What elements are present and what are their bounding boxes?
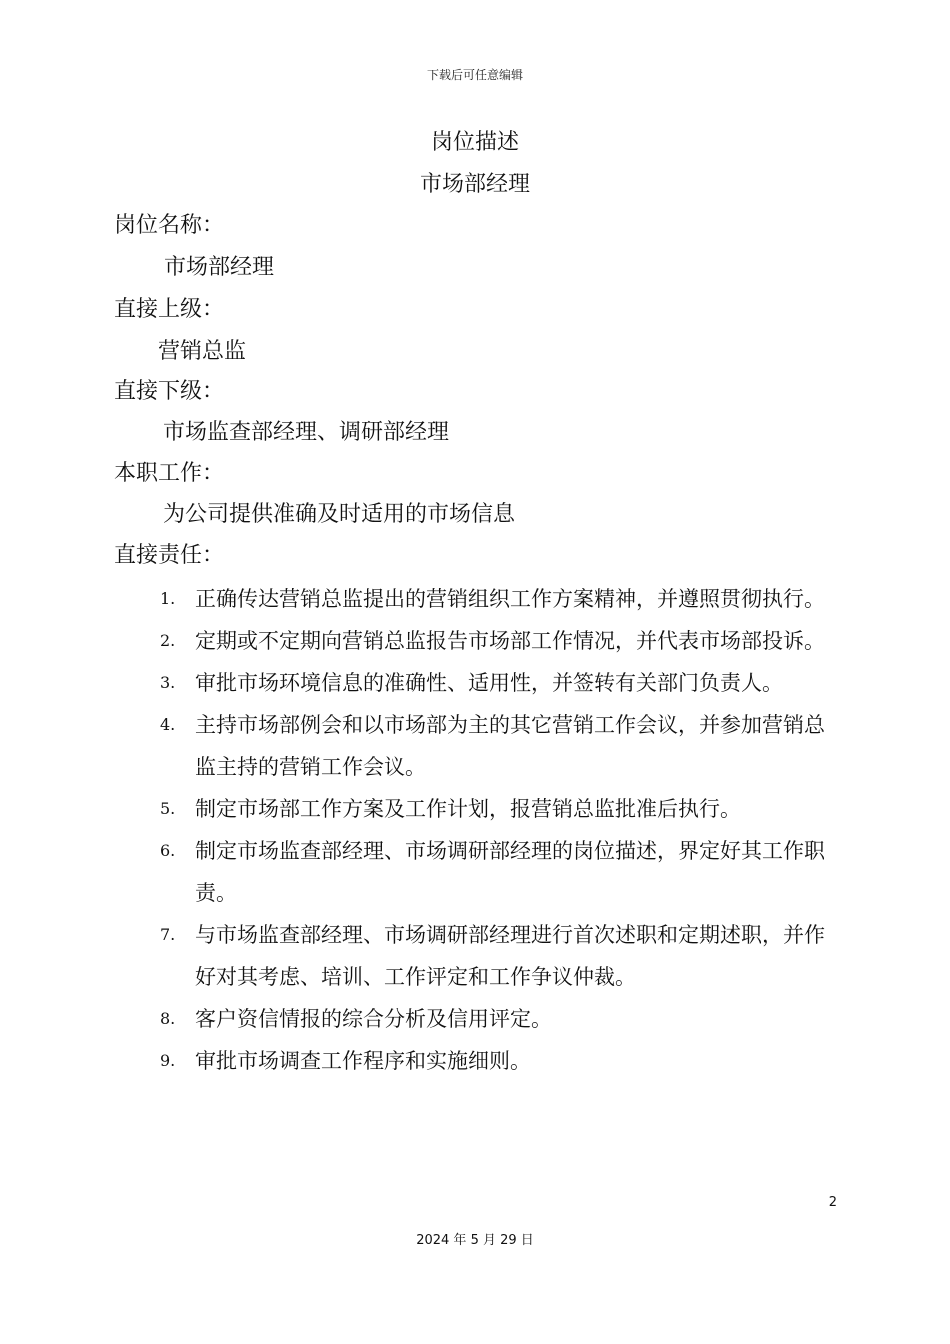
job-value: 为公司提供准确及时适用的市场信息	[163, 502, 516, 527]
duty-number: 7.	[160, 925, 176, 944]
duty-item-2	[160, 620, 840, 662]
duty-item-8	[160, 998, 840, 1040]
duty-text: 与市场监查部经理、市场调研部经理进行首次述职和定期述职，并作好对其考虑、培训、工作评定和工作争议仲裁。	[195, 923, 825, 989]
document-title: 岗位描述	[430, 130, 519, 155]
duties-list	[160, 578, 840, 1082]
duty-item-9	[160, 1040, 840, 1082]
duty-number: 2.	[160, 631, 176, 650]
duty-text: 审批市场调查工作程序和实施细则。	[195, 1049, 531, 1073]
page-number: 2	[828, 1195, 837, 1210]
document-subtitle: 市场部经理	[419, 172, 530, 197]
superior-value: 营销总监	[158, 339, 247, 364]
subordinate-value: 市场监查部经理、调研部经理	[163, 420, 450, 445]
duty-text: 客户资信情报的综合分析及信用评定。	[195, 1007, 552, 1031]
duty-number: 5.	[160, 799, 176, 818]
duty-text: 正确传达营销总监提出的营销组织工作方案精神，并遵照贯彻执行。	[195, 587, 825, 611]
duty-item-3	[160, 662, 840, 704]
duty-number: 1.	[160, 589, 176, 608]
duty-number: 6.	[160, 841, 176, 860]
superior-label: 直接上级：	[114, 297, 225, 322]
job-label: 本职工作：	[114, 461, 225, 486]
footer-date: 2024 年 5 月 29 日	[416, 1233, 534, 1248]
duty-number: 9.	[160, 1051, 176, 1070]
position-name-value: 市场部经理	[164, 255, 275, 280]
header-note: 下载后可任意编辑	[426, 68, 523, 82]
duty-text: 主持市场部例会和以市场部为主的其它营销工作会议，并参加营销总监主持的营销工作会议。	[195, 713, 825, 779]
duty-number: 4.	[160, 715, 176, 734]
duty-text: 制定市场监查部经理、市场调研部经理的岗位描述，界定好其工作职责。	[195, 839, 825, 905]
duty-number: 8.	[160, 1009, 176, 1028]
duty-text: 制定市场部工作方案及工作计划，报营销总监批准后执行。	[195, 797, 741, 821]
duty-item-5	[160, 788, 840, 830]
duty-text: 定期或不定期向营销总监报告市场部工作情况，并代表市场部投诉。	[195, 629, 825, 653]
position-name-label: 岗位名称：	[114, 213, 225, 238]
duties-label: 直接责任：	[114, 543, 225, 568]
duty-item-1	[160, 578, 840, 620]
duty-item-7	[160, 914, 840, 998]
duty-item-6	[160, 830, 840, 914]
subordinate-label: 直接下级：	[114, 379, 225, 404]
duty-number: 3.	[160, 673, 176, 692]
duty-item-4	[160, 704, 840, 788]
duty-text: 审批市场环境信息的准确性、适用性，并签转有关部门负责人。	[195, 671, 783, 695]
